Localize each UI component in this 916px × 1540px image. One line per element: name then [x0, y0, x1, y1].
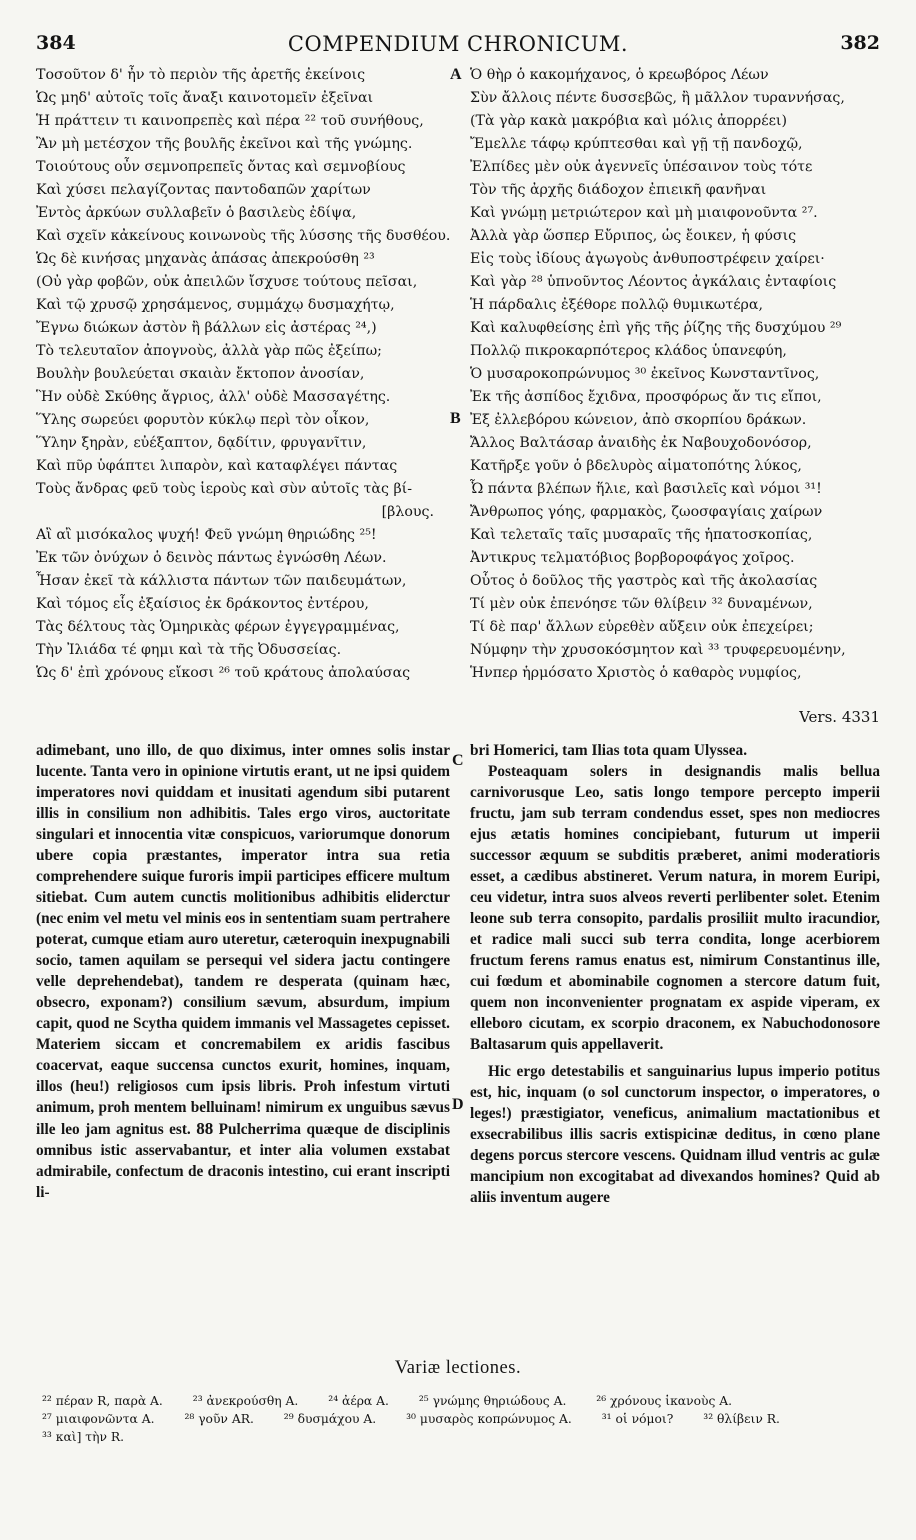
greek-verse-line: Κατῆρξε γοῦν ὁ βδελυρὸς αἱματοπότης λύκος, — [470, 458, 802, 474]
verse-number: Vers. 4331 — [799, 708, 880, 726]
greek-verse-line: Τὰς δέλτους τὰς Ὁμηρικὰς φέρων ἐγγεγραμμένας, — [36, 619, 400, 635]
latin-paragraph: Hic ergo detestabilis et sanguinarius lupus imperio potitus est, hic, inquam (o sol cunctorum inspector, o imperatores, o leges!) præstigiator, veneficus, animalium mactationibus et exsecrabilibus illis sacris extispicinæ deditus, in cœno plane degens porcus stercore vescens. Quidnam illud ventris ac gulæ mancipium non excogitabat ad divexandos homines? Quid ab aliis inventum augere — [470, 1063, 880, 1206]
greek-verse-line: (Τὰ γὰρ κακὰ μακρόβια καὶ μόλις ἀπορρέει) — [470, 113, 788, 129]
latin-column-left — [36, 740, 450, 1203]
greek-verse-line: [βλους. — [381, 504, 434, 520]
variant-note: ²³ ἀνεκρούσθη A. — [192, 1394, 299, 1408]
latin-paragraph: bri Homerici, tam Ilias tota quam Ulyssea. — [470, 742, 748, 759]
variant-notes — [42, 1392, 888, 1446]
greek-verse-line: Τὸν τῆς ἀρχῆς διάδοχον ἐπιεικῆ φανῆναι — [470, 182, 767, 198]
greek-verse-line: Νύμφην τὴν χρυσοκόσμητον καὶ ³³ τρυφερευομένην, — [470, 642, 846, 658]
latin-paragraph — [36, 740, 450, 1203]
greek-verse-line: Ὡς δὲ κινήσας μηχανὰς ἁπάσας ἀπεκρούσθη ²³ — [36, 251, 375, 267]
greek-verse-line: Ἦσαν ἐκεῖ τὰ κάλλιστα πάντων τῶν παιδευμάτων, — [36, 573, 407, 589]
greek-verse-line: Ὕλης σωρεύει φορυτὸν κύκλῳ περὶ τὸν οἶκον, — [36, 412, 370, 428]
variant-note: ³² θλίβειν R. — [703, 1412, 780, 1426]
variant-note: ³¹ οἱ νόμοι? — [601, 1412, 674, 1426]
latin-text: adimebant, uno illo, de quo diximus, inter omnes solis instar lucente. Tanta vero in opinione virtutis erant, ut ne ipsi quidem imperatores novi quiddam et inusitati agendum sibi putarent illis in consilium non adhibitis. Tales ergo viros, auctoritate singulari et innocentia vitæ conspicuos, variorumque donorum ubere copia præstantes, imperator intra sua retia comprehendere suique furoris impii participes efficere multum sitiebat. Cum autem cunctis molitionibus adhibitis eliderctur (nec enim vel metu vel minis eos in sententiam suam pertrahere poterat, cumque etiam auro uteretur, cæteroquin inexpugnabili socio, tamen aquilam se persequi vel sidera jactu contingere velle deprehendebat), tandem re desperata (quinam hæc, obsecro, exponam?) consilium sævum, absurdum, impium capit, quod ne Scytha quidem immanis vel Massagetes cepisset. Materiem siccam et concremabilem ex aridis fascibus coacervat, eaque succensa cunctos exurit, homines, inquam, illos (heu!) religiosos cum ipsis libris. Proh infestum virtuti animum, proh mentem belluinam! nimirum ex unguibus sævus ille leo jam agnitus est. — [36, 742, 450, 1138]
greek-verse-line: Ἂν μὴ μετέσχον τῆς βουλῆς ἐκεῖνοι καὶ τῆς γνώμης. — [36, 136, 413, 152]
greek-verse-line: Καὶ τόμος εἷς ἐξαίσιος ἐκ δράκοντος ἐντέρου, — [36, 596, 369, 612]
greek-verse-line: Καὶ γὰρ ²⁸ ὑπνοῦντος Λέοντος ἀγκάλαις ἐνταφίοις — [470, 274, 837, 290]
latin-text: Pulcherrima quæque de disciplinis omnibus istic asservabantur, et inter alia volumen exstabat admirabile, confectum de draconis intestino, cui erant inscripti li- — [36, 1121, 451, 1201]
greek-verse-line: Πολλῷ πικροκαρπότερος κλάδος ὑπανεφύη, — [470, 343, 787, 359]
page-header — [36, 32, 880, 60]
greek-verse-line: Ἔμελλε τάφῳ κρύπτεσθαι καὶ γῇ τῇ πανδοχῷ, — [470, 136, 803, 152]
greek-verse-line: Ὡς μηδ' αὐτοῖς τοῖς ἄναξι καινοτομεῖν ἐξεῖναι — [36, 90, 374, 106]
greek-verse-line: Ἣν οὐδὲ Σκύθης ἄγριος, ἀλλ' οὐδὲ Μασσαγέτης. — [36, 389, 391, 405]
greek-verse-line: Ἀντικρυς τελματόβιος βορβοροφάγος χοῖρος. — [470, 550, 795, 566]
variant-note: ²⁴ ἀέρα A. — [328, 1394, 389, 1408]
variant-note: ²⁸ γοῦν AR. — [184, 1412, 254, 1426]
greek-verse-line: Ἄνθρωπος γόης, φαρμακὸς, ζωοσφαγίαις χαίρων — [470, 504, 823, 520]
variant-note: ²⁶ χρόνους ἱκανοὺς A. — [596, 1394, 733, 1408]
margin-marker-c: C — [452, 752, 464, 769]
greek-verse-line: Τί μὲν οὐκ ἐπενόησε τῶν θλίβειν ³² δυναμένων, — [470, 596, 813, 612]
greek-verse-line: (Οὐ γὰρ φοβῶν, οὐκ ἀπειλῶν ἴσχυσε τούτους πεῖσαι, — [36, 274, 418, 290]
greek-verse-line: Ἡ πάρδαλις ἐξέθορε πολλῷ θυμικωτέρα, — [470, 297, 763, 313]
greek-verse-line: Τοσοῦτον δ' ἦν τὸ περιὸν τῆς ἀρετῆς ἐκείνοις — [36, 67, 366, 83]
latin-paragraph: Posteaquam solers in designandis malis bellua carnivorusque Leo, satis longo tempore percepto imperii fructu, jam sub terram condendus esset, spes non mediocres ejus ætatis homines concipiebant, futurum ut imperii successor æquum se subditis præberet, animi moderatioris esset, a cædibus abstineret. Verum natura, in morem Euripi, ceu videtur, intra suos alveos reverti perlibenter solet. Etenim leone sub terra consopito, pardalis prosiliit multo iracundior, et radice mali succi sub terra condita, longe acerbiorem fructum ferens ramus enatus est, nimirum Constantinus ille, cui fœdum et abominabile cognomen a stercore datum fuit, quem non inconvenienter prognatam ex aspide viperam, ex elleboro cicutam, ex scorpio draconem, ex Nabuchodonosore Baltasarum quis appellaverit. — [470, 763, 880, 1053]
greek-verse-line: Ἐξ ἐλλεβόρου κώνειον, ἀπὸ σκορπίου δράκων. — [470, 412, 807, 428]
greek-verse-line: Ἐλπίδες μὲν οὐκ ἀγεννεῖς ὑπέσαινον τοὺς τότε — [470, 159, 813, 175]
margin-marker-b: B — [450, 410, 461, 427]
greek-verse-line: Ἐκ τῆς ἀσπίδος ἔχιδνα, προσφόρως ἄν τις εἴποι, — [470, 389, 822, 405]
greek-verse-line: Ὁ μυσαροκοπρώνυμος ³⁰ ἐκεῖνος Κωνσταντῖνος, — [470, 366, 820, 382]
greek-verse-right — [470, 64, 890, 685]
greek-verse-line: Ἐντὸς ἀρκύων συλλαβεῖν ὁ βασιλεὺς ἐδίψα, — [36, 205, 357, 221]
greek-verse-line: Ὦ πάντα βλέπων ἥλιε, καὶ βασιλεῖς καὶ νόμοι ³¹! — [470, 481, 822, 497]
greek-verse-line: Τοιούτους οὖν σεμνοπρεπεῖς ὄντας καὶ σεμνοβίους — [36, 159, 406, 175]
column-number: 88 — [196, 1119, 214, 1138]
greek-verse-line: Αἲ αἲ μισόκαλος ψυχή! Φεῦ γνώμη θηριώδης ²⁵! — [36, 527, 377, 543]
greek-verse-line: Οὗτος ὁ δοῦλος τῆς γαστρὸς καὶ τῆς ἀκολασίας — [470, 573, 818, 589]
greek-verse-line: Καὶ πῦρ ὑφάπτει λιπαρὸν, καὶ καταφλέγει πάντας — [36, 458, 398, 474]
margin-marker-d: D — [452, 1096, 464, 1113]
greek-verse-line: Ἡνπερ ἡρμόσατο Χριστὸς ὁ καθαρὸς νυμφίος, — [470, 665, 802, 681]
greek-verse-line: Τοὺς ἄνδρας φεῦ τοὺς ἱεροὺς καὶ σὺν αὐτοῖς τὰς βί- — [36, 481, 412, 497]
greek-verse-line: Ἔγνω διώκων ἀστὸν ἢ βάλλων εἰς ἀστέρας ²⁴,) — [36, 320, 377, 336]
greek-verse-line: Τὸ τελευταῖον ἀπογνοὺς, ἀλλὰ γὰρ πῶς ἐξείπω; — [36, 343, 382, 359]
greek-verse-line: Βουλὴν βουλεύεται σκαιὰν ἔκτοπον ἀνοσίαν, — [36, 366, 365, 382]
variant-note: ²⁵ γνώμης θηριώδους A. — [418, 1394, 567, 1408]
page-number-left: 384 — [36, 32, 76, 54]
greek-verse-line: Ἐκ τῶν ὀνύχων ὁ δεινὸς πάντως ἐγνώσθη Λέων. — [36, 550, 387, 566]
running-title: COMPENDIUM CHRONICUM. — [287, 32, 629, 56]
variant-note: ²² πέραν R, παρὰ A. — [42, 1394, 163, 1408]
greek-verse-line: Ὁ θὴρ ὁ κακομήχανος, ὁ κρεωβόρος Λέων — [470, 67, 769, 83]
greek-verse-line: Ἀλλὰ γὰρ ὥσπερ Εὔριπος, ὡς ἔοικεν, ἡ φύσις — [470, 228, 797, 244]
greek-verse-line: Καὶ σχεῖν κἀκείνους κοινωνοὺς τῆς λύσσης τῆς δυσθέου. — [36, 228, 450, 244]
greek-verse-line: Τὴν Ἰλιάδα τέ φημι καὶ τὰ τῆς Ὀδυσσείας. — [36, 642, 342, 658]
greek-verse-line: Σὺν ἄλλοις πέντε δυσσεβῶς, ἢ μᾶλλον τυραννήσας, — [470, 90, 845, 106]
greek-verse-left — [36, 64, 450, 685]
latin-column-right — [470, 740, 880, 1208]
margin-marker-a: A — [450, 66, 462, 83]
variant-note: ²⁹ δυσμάχου A. — [283, 1412, 377, 1426]
greek-verse-line: Ἡ πράττειν τι καινοπρεπὲς καὶ πέρα ²² τοῦ συνήθους, — [36, 113, 424, 129]
greek-verse-line: Καὶ τελεταῖς ταῖς μυσαραῖς τῆς ἡπατοσκοπίας, — [470, 527, 813, 543]
greek-verse-line: Καὶ τῷ χρυσῷ χρησάμενος, συμμάχῳ δυσμαχήτῳ, — [36, 297, 395, 313]
greek-verse-line: Τί δὲ παρ' ἄλλων εὑρεθὲν αὔξειν οὐκ ἐπεχείρει; — [470, 619, 814, 635]
variant-note: ³³ καὶ] τὴν R. — [42, 1430, 125, 1444]
greek-verse-line: Ὡς δ' ἐπὶ χρόνους εἴκοσι ²⁶ τοῦ κράτους ἀπολαύσας — [36, 665, 411, 681]
page-number-right: 382 — [840, 32, 880, 54]
greek-verse-line: Καὶ χύσει πελαγίζοντας παντοδαπῶν χαρίτων — [36, 182, 371, 198]
greek-verse-line: Ἄλλος Βαλτάσαρ ἀναιδὴς ἐκ Ναβουχοδονόσορ, — [470, 435, 812, 451]
greek-verse-line: Ὕλην ξηρὰν, εὐέξαπτον, δᾳδίτιν, φρυγανῖτιν, — [36, 435, 367, 451]
greek-verse-line: Εἰς τοὺς ἰδίους ἀγωγοὺς ἀνθυποστρέφειν χαίρει· — [470, 251, 825, 267]
variae-lectiones-title: Variæ lectiones. — [394, 1358, 522, 1378]
greek-verse-line: Καὶ καλυφθείσης ἐπὶ γῆς τῆς ῥίζης τῆς δυσχύμου ²⁹ — [470, 320, 842, 336]
variant-note: ²⁷ μιαιφονῶντα A. — [42, 1412, 155, 1426]
greek-verse-line: Καὶ γνώμῃ μετριώτερον καὶ μὴ μιαιφονοῦντα ²⁷. — [470, 205, 818, 221]
variant-note: ³⁰ μυσαρὸς κοπρώνυμος A. — [406, 1412, 572, 1426]
